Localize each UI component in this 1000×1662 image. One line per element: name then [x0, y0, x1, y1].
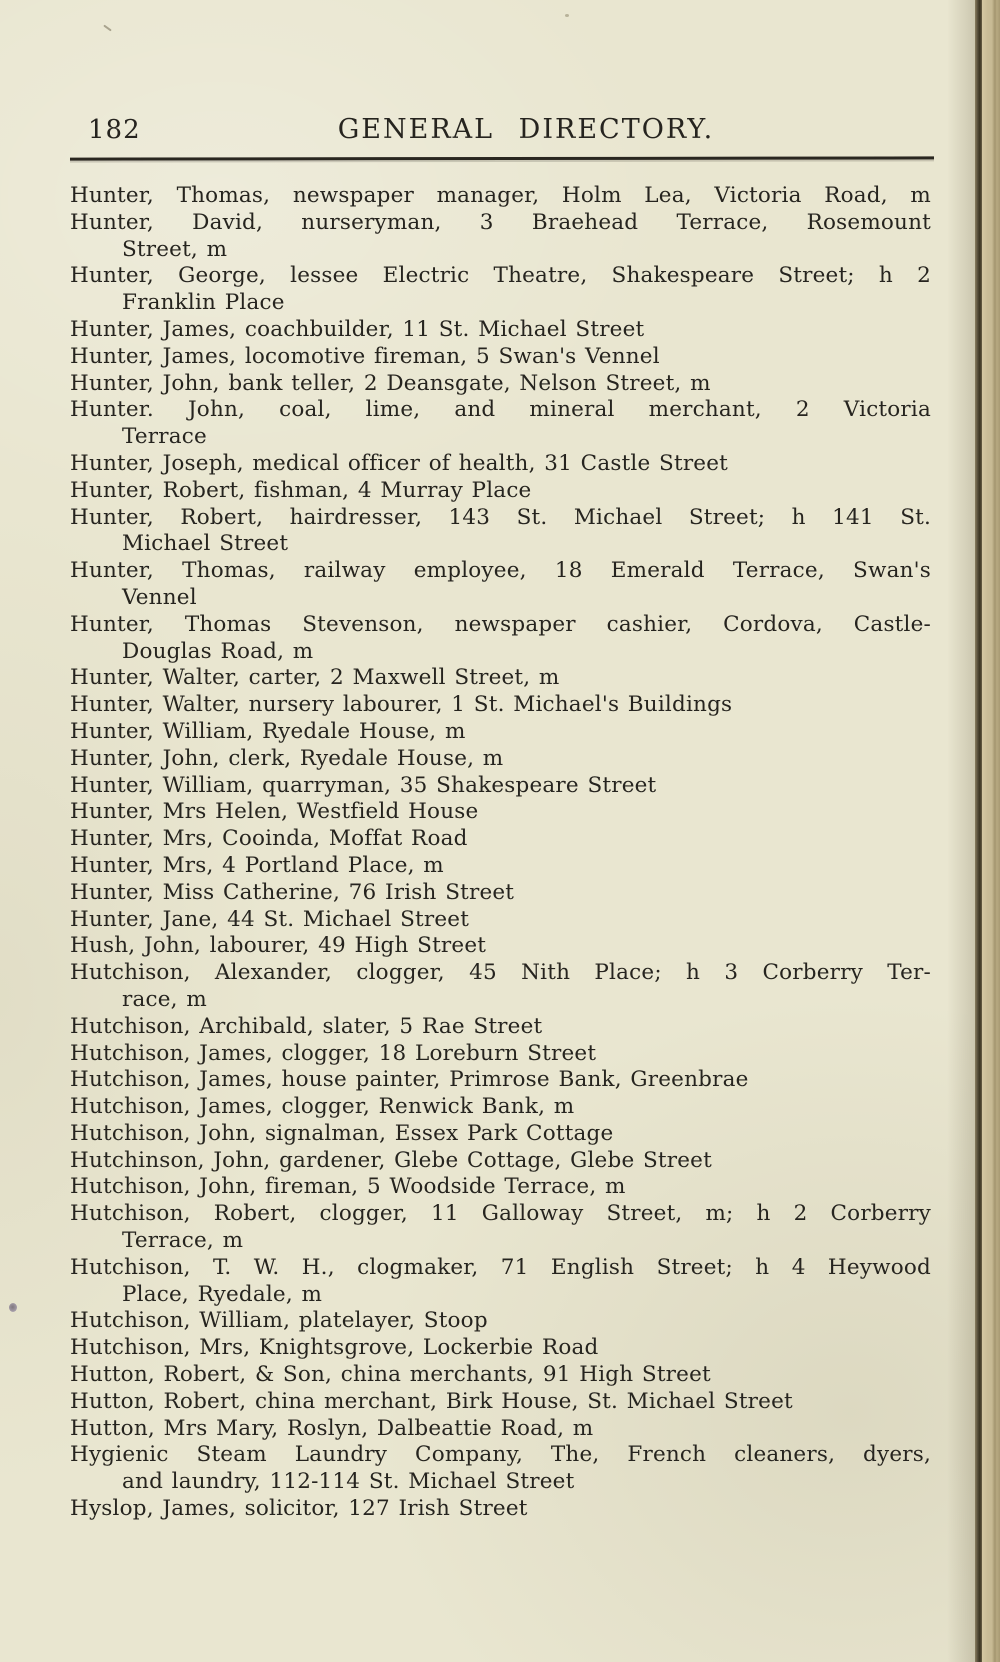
entry-line: Hunter, Joseph, medical officer of health, 31 Castle Street	[70, 450, 728, 476]
entry-line: Hunter, Thomas Stevenson, newspaper cashier, Cordova, Castle-	[70, 611, 931, 637]
entry-line: Hutchinson, John, gardener, Glebe Cottage, Glebe Street	[70, 1147, 712, 1173]
entry-line: Hunter, John, clerk, Ryedale House, m	[70, 745, 504, 771]
ink-dot-mark	[9, 1303, 17, 1312]
entry-line: Hush, John, labourer, 49 High Street	[70, 933, 487, 959]
entry-line: Hunter, Mrs, 4 Portland Place, m	[70, 852, 444, 878]
entry-line: Hunter, Robert, fishman, 4 Murray Place	[70, 477, 532, 503]
entry-line: Hutton, Robert, china merchant, Birk House, St. Michael Street	[70, 1388, 793, 1414]
entry-line: Hutchison, John, signalman, Essex Park Cottage	[70, 1120, 614, 1146]
entry-continuation-line: Terrace, m	[122, 1228, 244, 1254]
entry-line: Hunter, Jane, 44 St. Michael Street	[70, 906, 470, 932]
entry-line: Hutchison, John, fireman, 5 Woodside Terrace, m	[70, 1174, 626, 1200]
directory-entry	[70, 933, 931, 960]
directory-entry	[70, 263, 931, 317]
entry-line: Hunter, Mrs, Cooinda, Moffat Road	[70, 826, 468, 852]
directory-entry	[70, 1201, 931, 1255]
directory-entry	[70, 1362, 931, 1389]
entry-line: Hunter, James, coachbuilder, 11 St. Michael Street	[70, 316, 645, 342]
directory-entry	[70, 371, 931, 398]
scan-speck	[103, 25, 112, 32]
directory-entry	[70, 451, 931, 478]
entry-continuation-line: race, m	[122, 986, 207, 1012]
entry-line: Hutton, Mrs Mary, Roslyn, Dalbeattie Road, m	[70, 1415, 594, 1441]
directory-entry	[70, 1255, 931, 1309]
directory-entry	[70, 1389, 931, 1416]
page-header-title: GENERAL DIRECTORY.	[337, 114, 715, 145]
entry-continuation-line: and laundry, 112-114 St. Michael Street	[122, 1469, 575, 1495]
directory-entry	[70, 210, 931, 264]
entry-line: Hunter, Robert, hairdresser, 143 St. Michael Street; h 141 St.	[70, 504, 931, 530]
directory-entry	[70, 317, 931, 344]
entry-line: Hygienic Steam Laundry Company, The, French cleaners, dyers,	[70, 1442, 931, 1468]
header-rule	[70, 156, 934, 160]
directory-entry	[70, 960, 931, 1014]
directory-entry	[70, 1308, 931, 1335]
directory-entry	[70, 1416, 931, 1443]
directory-entry	[70, 558, 931, 612]
entry-line: Hutchison, James, clogger, Renwick Bank, m	[70, 1094, 575, 1120]
directory-entry	[70, 183, 931, 210]
entry-continuation-line: Street, m	[122, 236, 228, 262]
directory-entry	[70, 1121, 931, 1148]
entry-line: Hyslop, James, solicitor, 127 Irish Street	[70, 1496, 528, 1522]
entry-line: Hutchison, James, house painter, Primrose Bank, Greenbrae	[70, 1067, 749, 1093]
directory-entry	[70, 799, 931, 826]
entry-continuation-line: Terrace	[122, 424, 207, 450]
entry-line: Hunter, Thomas, newspaper manager, Holm Lea, Victoria Road, m	[70, 183, 931, 208]
directory-entry	[70, 1148, 931, 1175]
directory-entry	[70, 1174, 931, 1201]
entry-continuation-line: Michael Street	[122, 531, 289, 557]
entry-line: Hunter, William, Ryedale House, m	[70, 718, 466, 744]
entry-line: Hunter. John, coal, lime, and mineral merchant, 2 Victoria	[70, 397, 931, 423]
entry-continuation-line: Place, Ryedale, m	[122, 1281, 323, 1307]
directory-entry	[70, 1496, 931, 1523]
entry-line: Hunter, Walter, carter, 2 Maxwell Street, m	[70, 665, 560, 691]
entry-continuation-line: Vennel	[122, 584, 197, 610]
scan-speck	[565, 14, 569, 17]
directory-entry	[70, 665, 931, 692]
page-edge-line	[975, 0, 982, 1662]
directory-entry	[70, 505, 931, 559]
directory-entry	[70, 478, 931, 505]
entry-continuation-line: Douglas Road, m	[122, 638, 314, 664]
entry-line: Hunter, David, nurseryman, 3 Braehead Terrace, Rosemount	[70, 209, 931, 235]
directory-entry	[70, 907, 931, 934]
entry-line: Hutchison, Archibald, slater, 5 Rae Street	[70, 1013, 543, 1039]
entry-line: Hunter, William, quarryman, 35 Shakespeare Street	[70, 772, 657, 798]
entry-line: Hutchison, William, platelayer, Stoop	[70, 1308, 488, 1334]
entry-line: Hunter, Miss Catherine, 76 Irish Street	[70, 879, 515, 905]
entry-line: Hutchison, T. W. H., clogmaker, 71 English Street; h 4 Heywood	[70, 1254, 931, 1280]
entry-line: Hunter, James, locomotive fireman, 5 Swan's Vennel	[70, 343, 660, 369]
entry-line: Hutchison, Mrs, Knightsgrove, Lockerbie Road	[70, 1335, 599, 1361]
directory-entry	[70, 1442, 931, 1496]
page-number: 182	[88, 115, 141, 145]
directory-entry	[70, 612, 931, 666]
entry-line: Hunter, John, bank teller, 2 Deansgate, Nelson Street, m	[70, 370, 711, 396]
directory-entry	[70, 1335, 931, 1362]
entry-line: Hutton, Robert, & Son, china merchants, 91 High Street	[70, 1362, 711, 1388]
directory-entry	[70, 344, 931, 371]
page-stack-edge	[982, 0, 1000, 1662]
directory-entry	[70, 692, 931, 719]
directory-list	[70, 183, 931, 1523]
directory-entry	[70, 826, 931, 853]
directory-entry	[70, 1067, 931, 1094]
entry-line: Hunter, Walter, nursery labourer, 1 St. Michael's Buildings	[70, 692, 733, 718]
directory-entry	[70, 746, 931, 773]
directory-entry	[70, 880, 931, 907]
entry-line: Hutchison, James, clogger, 18 Loreburn Street	[70, 1040, 597, 1066]
directory-entry	[70, 397, 931, 451]
entry-continuation-line: Franklin Place	[122, 290, 285, 316]
directory-entry	[70, 1094, 931, 1121]
page-edge-shadow	[947, 0, 977, 1662]
directory-entry	[70, 719, 931, 746]
entry-line: Hunter, Thomas, railway employee, 18 Emerald Terrace, Swan's	[70, 558, 931, 584]
entry-line: Hutchison, Alexander, clogger, 45 Nith Place; h 3 Corberry Ter-	[70, 960, 931, 986]
directory-entry	[70, 853, 931, 880]
entry-line: Hunter, George, lessee Electric Theatre, Shakespeare Street; h 2	[70, 263, 931, 289]
entry-line: Hunter, Mrs Helen, Westfield House	[70, 799, 479, 825]
directory-entry	[70, 1041, 931, 1068]
entry-line: Hutchison, Robert, clogger, 11 Galloway Street, m; h 2 Corberry	[70, 1201, 931, 1227]
directory-entry	[70, 773, 931, 800]
directory-entry	[70, 1014, 931, 1041]
